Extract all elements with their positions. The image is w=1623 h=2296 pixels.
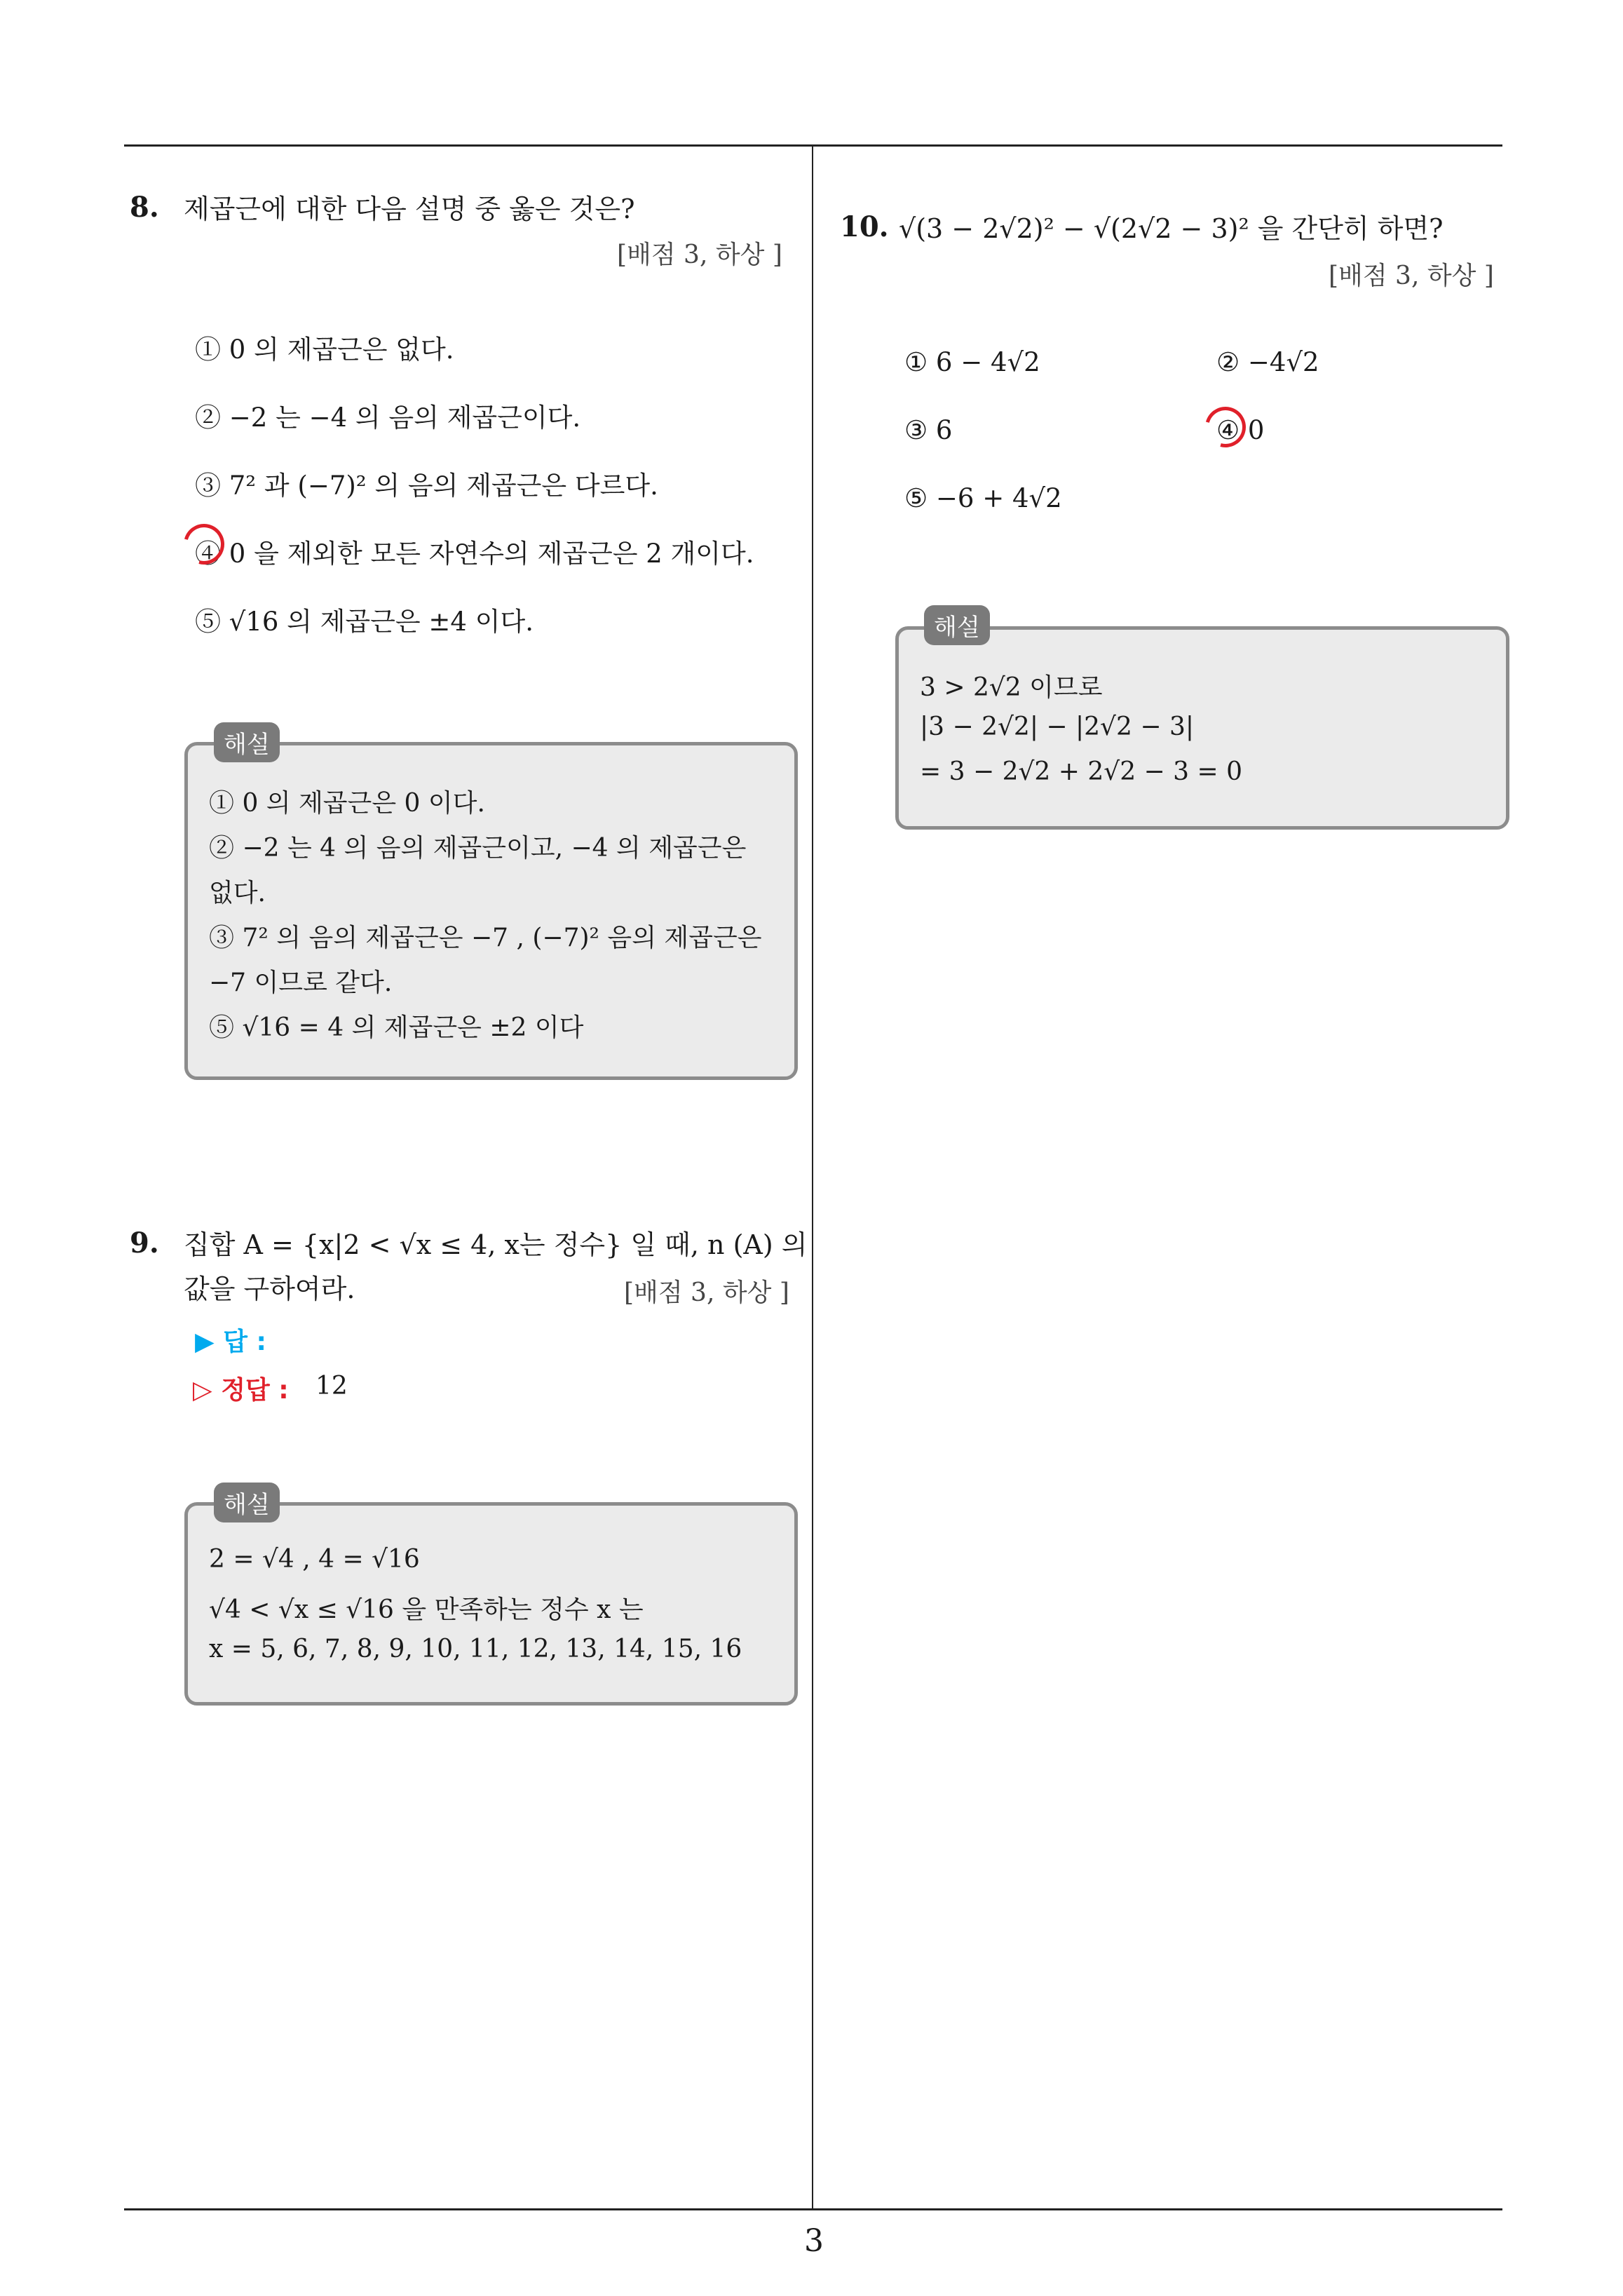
page-number: 3 [804, 2223, 824, 2259]
solution-line: ② −2 는 4 의 음의 제곱근이고, −4 의 제곱근은 [209, 834, 747, 863]
correct-answer-label: ▷ 정답 : [193, 1376, 289, 1405]
top-rule [124, 144, 1502, 147]
correct-answer-value: 12 [315, 1372, 348, 1400]
question-number: 10. [840, 210, 889, 243]
option-3[interactable]: ③ 6 [904, 415, 953, 445]
column-divider [812, 144, 813, 2210]
option-1[interactable]: ① 6 − 4√2 [904, 347, 1040, 377]
solution-line: x = 5, 6, 7, 8, 9, 10, 11, 12, 13, 14, 15, 16 [209, 1635, 742, 1663]
score-label: [배점 3, 하상 ] [1329, 262, 1494, 290]
option-2[interactable]: ② −2 는 −4 의 음의 제곱근이다. [195, 403, 581, 433]
question-text-line-1: 집합 A = {x|2 < √x ≤ 4, x는 정수} 일 때, n (A) 의 [184, 1229, 808, 1260]
solution-line: = 3 − 2√2 + 2√2 − 3 = 0 [920, 757, 1243, 786]
bottom-rule [124, 2208, 1502, 2210]
answer-mark-circle [1197, 399, 1253, 454]
option-5[interactable]: ⑤ √16 의 제곱근은 ±4 이다. [195, 607, 534, 637]
question-text: 제곱근에 대한 다음 설명 중 옳은 것은? [184, 194, 635, 224]
question-text: √(3 − 2√2)² − √(2√2 − 3)² 을 간단히 하면? [899, 213, 1444, 244]
solution-line: |3 − 2√2| − |2√2 − 3| [920, 713, 1194, 741]
solution-tag: 해설 [214, 722, 280, 762]
solution-tag: 해설 [924, 605, 990, 645]
option-1[interactable]: ① 0 의 제곱근은 없다. [195, 335, 454, 365]
option-4[interactable]: ④ 0 을 제외한 모든 자연수의 제곱근은 2 개이다. [195, 539, 754, 569]
solution-line: ⑤ √16 = 4 의 제곱근은 ±2 이다 [209, 1013, 584, 1042]
option-5[interactable]: ⑤ −6 + 4√2 [904, 483, 1062, 513]
solution-line: 3 > 2√2 이므로 [920, 673, 1103, 702]
question-number: 9. [130, 1227, 159, 1260]
solution-line: ③ 7² 의 음의 제곱근은 −7 , (−7)² 음의 제곱근은 [209, 924, 762, 952]
question-text-line-2: 값을 구하여라. [184, 1274, 355, 1304]
solution-box [895, 626, 1509, 830]
solution-line: √4 < √x ≤ √16 을 만족하는 정수 x 는 [209, 1595, 644, 1624]
question-number: 8. [130, 191, 159, 224]
score-label: [배점 3, 하상 ] [624, 1278, 789, 1307]
solution-line: ① 0 의 제곱근은 0 이다. [209, 789, 485, 818]
solution-box [184, 1502, 798, 1706]
score-label: [배점 3, 하상 ] [617, 241, 782, 269]
solution-box [184, 742, 798, 1080]
option-4[interactable]: ④ 0 [1216, 415, 1265, 445]
solution-tag: 해설 [214, 1483, 280, 1522]
solution-line: −7 이므로 같다. [209, 968, 393, 997]
solution-line: 2 = √4 , 4 = √16 [209, 1545, 420, 1574]
solution-line: 없다. [209, 879, 266, 907]
option-3[interactable]: ③ 7² 과 (−7)² 의 음의 제곱근은 다르다. [195, 471, 658, 501]
option-2[interactable]: ② −4√2 [1216, 347, 1319, 377]
answer-input-label[interactable]: ▶ 답 : [195, 1328, 266, 1356]
